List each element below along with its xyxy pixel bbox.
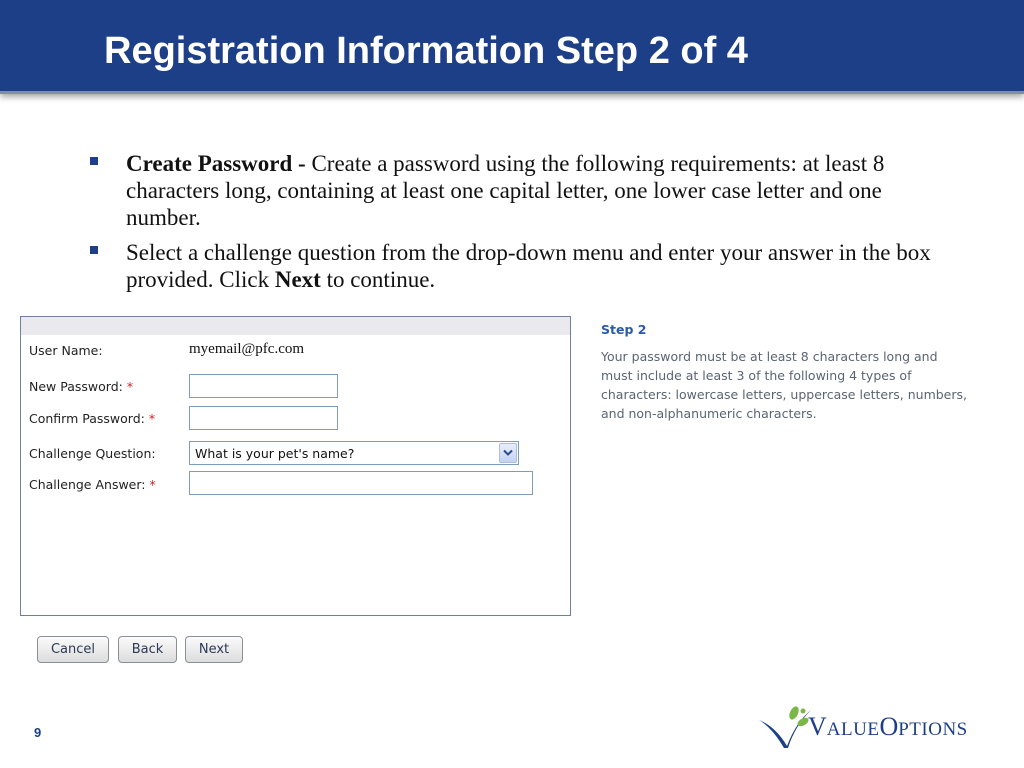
confirm-password-label-text: Confirm Password: [29, 411, 145, 426]
confirm-password-label [29, 411, 155, 426]
bullet-text-after: to continue. [320, 267, 436, 292]
instruction-list [86, 150, 936, 301]
back-button[interactable]: Back [118, 636, 177, 663]
username-label: User Name: [29, 343, 103, 358]
username-value: myemail@pfc.com [189, 341, 305, 357]
help-title: Step 2 [601, 322, 647, 337]
bullet-square-icon [90, 157, 98, 165]
registration-form-panel [20, 316, 571, 616]
next-button[interactable]: Next [185, 636, 243, 663]
new-password-label-text: New Password: [29, 379, 123, 394]
step-help-panel [601, 322, 971, 423]
slide-title: Registration Information Step 2 of 4 [104, 30, 748, 72]
form-top-strip [21, 317, 570, 335]
new-password-label [29, 379, 133, 394]
challenge-answer-field[interactable] [189, 471, 533, 495]
valueoptions-logo-text [808, 712, 968, 742]
help-text: Your password must be at least 8 characters long and must include at least 3 of the following 4 types of characters: lowercase letters, uppercase letters, numbers, and non-alphanumeric characters. [601, 349, 967, 421]
page-number: 9 [34, 725, 42, 740]
challenge-question-label: Challenge Question: [29, 446, 156, 461]
cancel-button[interactable]: Cancel [37, 636, 109, 663]
bullet-challenge-question [86, 239, 936, 293]
bullet-text: Create a password using the following requirements: at least 8 characters long, containing at least one capital letter, one lower case letter and one number. [126, 151, 885, 230]
challenge-question-selected: What is your pet's name? [195, 446, 355, 461]
slide-title-bar [0, 0, 1024, 94]
logo-v: V [808, 712, 827, 741]
challenge-question-select[interactable] [189, 441, 519, 465]
challenge-answer-label-text: Challenge Answer: [29, 477, 146, 492]
required-marker: * [148, 411, 156, 426]
required-marker: * [149, 477, 156, 492]
bullet-bold-label: Create Password - [126, 151, 312, 176]
bullet-text-before: Select a challenge question from the drop-down menu and enter your answer in the box provided. Click [126, 240, 931, 292]
required-marker: * [126, 379, 134, 394]
logo-alue: ALUE [826, 719, 880, 740]
new-password-field[interactable] [189, 374, 338, 398]
bullet-square-icon [90, 246, 98, 254]
challenge-answer-label [29, 477, 156, 492]
bullet-create-password [86, 150, 936, 231]
bullet-bold-next: Next [274, 267, 321, 292]
chevron-down-icon[interactable] [499, 443, 517, 463]
logo-ptions: PTIONS [898, 719, 968, 740]
confirm-password-field[interactable] [189, 406, 338, 430]
logo-o: O [879, 712, 899, 741]
